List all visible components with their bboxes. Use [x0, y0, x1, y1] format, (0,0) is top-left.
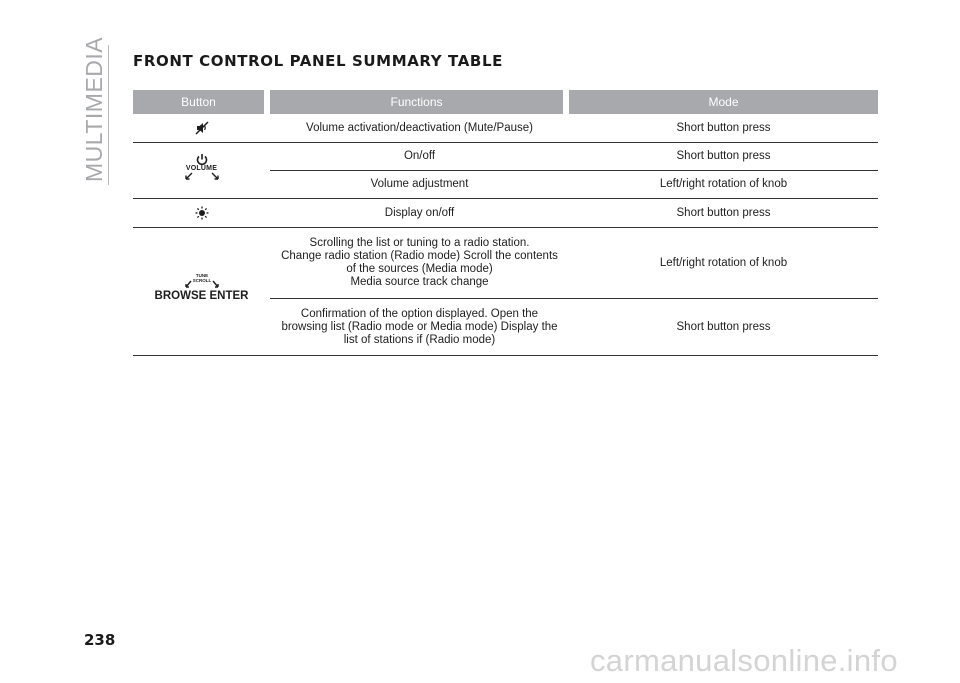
button-cell — [133, 143, 270, 198]
table-subrow — [270, 170, 878, 198]
function-text: Volume activation/deactivation (Mute/Pause) — [306, 121, 533, 134]
control-panel-table — [133, 90, 878, 356]
table-subrow — [270, 114, 878, 142]
table-subrow — [270, 143, 878, 170]
function-line: Confirmation of the option displayed. Open the — [300, 307, 539, 320]
section-side-title: MULTIMEDIA — [81, 36, 107, 182]
button-cell — [133, 199, 270, 227]
mode-text: Short button press — [676, 121, 771, 134]
button-cell — [133, 114, 270, 142]
mode-text: Left/right rotation of knob — [659, 256, 788, 269]
function-text — [270, 308, 569, 347]
function-line: Scrolling the list or tuning to a radio station. — [309, 237, 530, 249]
function-line: browsing list (Radio mode or Media mode) Display the — [281, 320, 558, 333]
function-line: Media source track change — [350, 276, 489, 288]
function-text — [270, 237, 569, 289]
mode-text: Short button press — [676, 150, 771, 162]
browse-enter-label: BROWSE ENTER — [154, 290, 249, 302]
function-text: Display on/off — [384, 206, 455, 219]
table-subrow — [270, 199, 878, 227]
table-row-display — [133, 198, 878, 227]
knob-text-scroll: SCROLL — [192, 278, 211, 283]
mode-text: Short button press — [676, 320, 771, 333]
watermark: carmanualsonline.info — [590, 643, 898, 678]
volume-label: VOLUME — [185, 165, 218, 172]
header-button: Button — [133, 90, 264, 114]
table-row-mute — [133, 114, 878, 142]
rotate-arrows-icon — [184, 172, 220, 180]
function-line: Change radio station (Radio mode) Scroll the contents — [281, 250, 558, 262]
page-heading: FRONT CONTROL PANEL SUMMARY TABLE — [133, 52, 503, 70]
function-line: list of stations if (Radio mode) — [343, 333, 496, 346]
tune-scroll-knob-icon — [182, 272, 222, 288]
table-row-volume — [133, 142, 878, 198]
knob-text-tune: TUNE — [195, 273, 208, 278]
mode-text: Short button press — [676, 206, 771, 219]
header-mode: Mode — [569, 90, 878, 114]
section-divider — [108, 45, 109, 185]
function-line: of the sources (Media mode) — [346, 263, 493, 275]
page-number: 238 — [84, 631, 116, 649]
table-subrow — [270, 298, 878, 355]
table-row-browse — [133, 227, 878, 355]
mute-icon — [195, 121, 209, 135]
header-functions: Functions — [270, 90, 563, 114]
table-body — [133, 114, 878, 356]
function-text: On/off — [403, 150, 436, 162]
display-brightness-icon — [195, 206, 209, 220]
table-header — [133, 90, 878, 114]
button-cell — [133, 228, 270, 355]
mode-text: Left/right rotation of knob — [659, 178, 788, 190]
table-subrow — [270, 228, 878, 298]
function-text: Volume adjustment — [370, 178, 469, 190]
